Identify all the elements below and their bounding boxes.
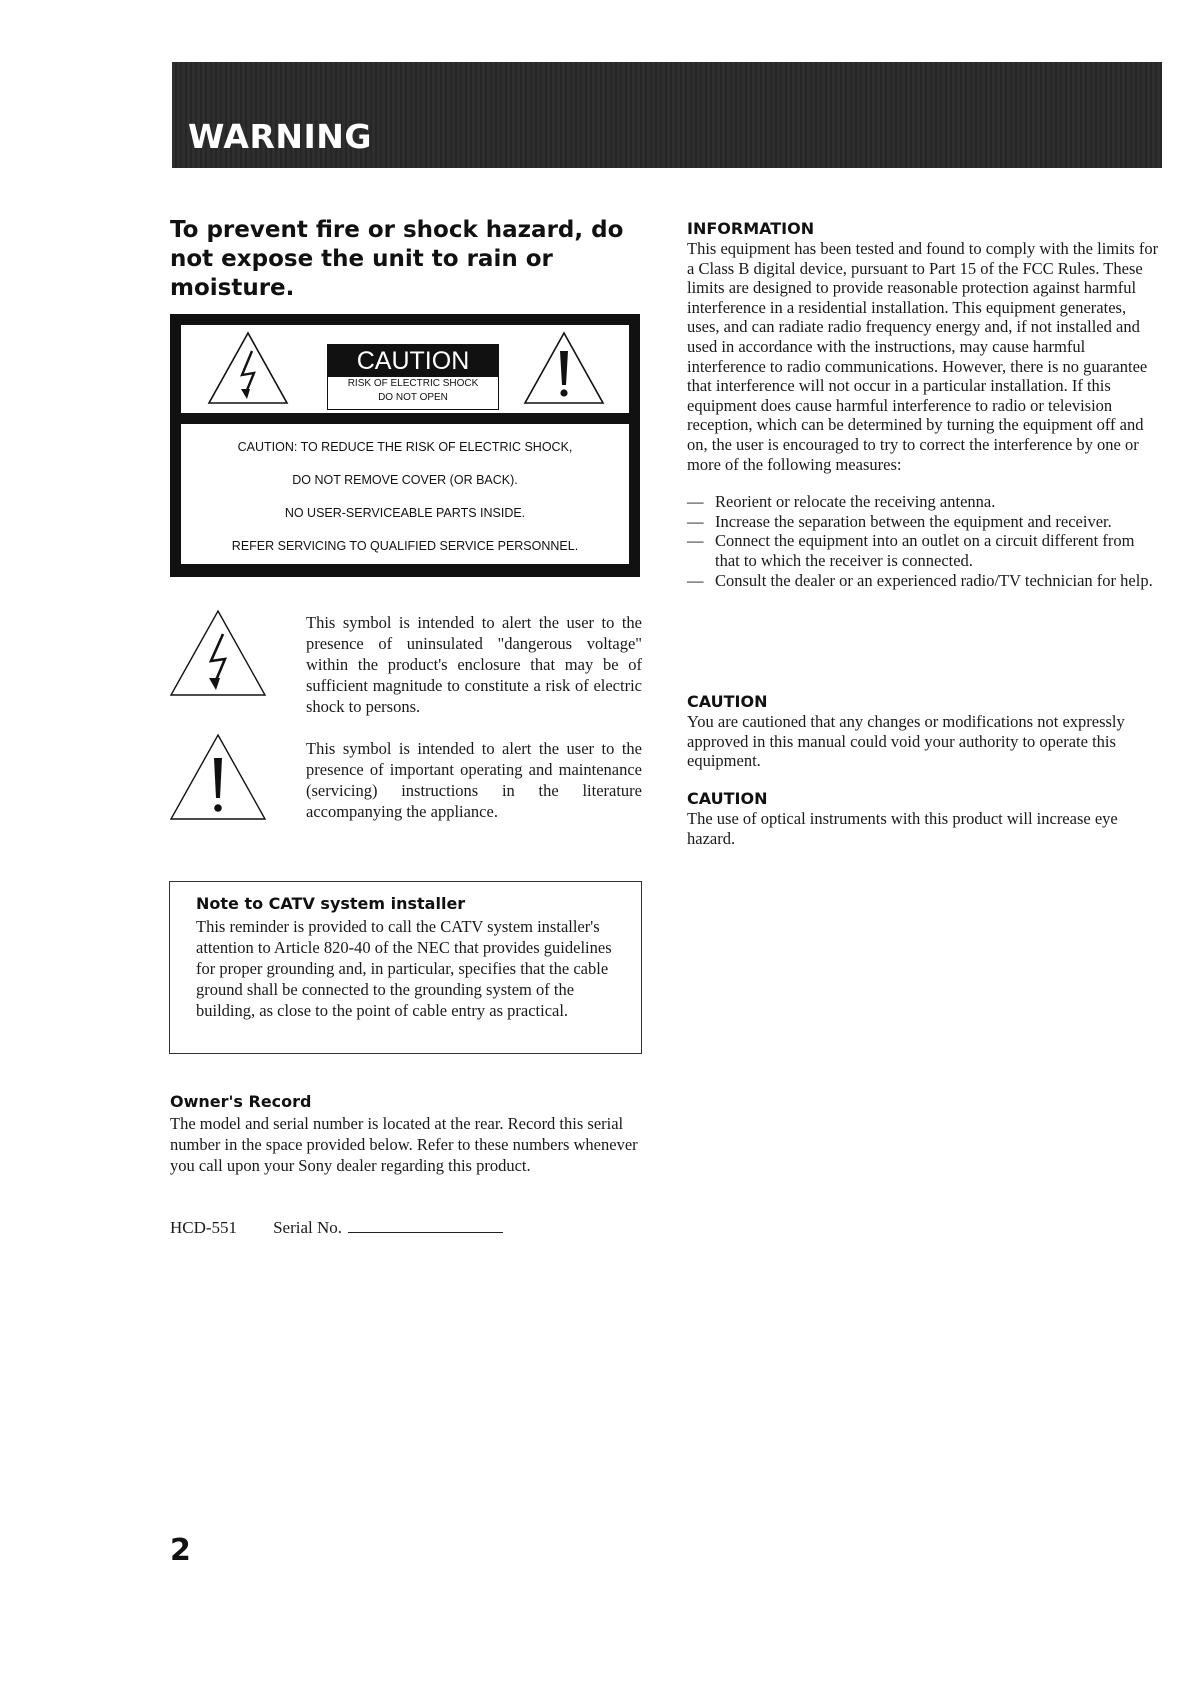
caution-modifications-title: CAUTION xyxy=(687,692,768,711)
information-section xyxy=(687,219,1162,590)
caution-modifications-section xyxy=(687,692,1162,771)
warning-banner xyxy=(172,62,1162,168)
catv-note-body: This reminder is provided to call the CATV system installer's attention to Article 820-40 of the NEC that provides guidelines for proper grounding and, in particular, specifies that the cable ground shall be connected to the grounding system of the building, as close to the point of cable entry as practical. xyxy=(196,917,612,1020)
caution-optical-section xyxy=(687,789,1162,848)
exclamation-symbol-icon xyxy=(168,732,268,822)
lightning-symbol-icon xyxy=(168,608,268,698)
caution-instruction-line: NO USER-SERVICEABLE PARTS INSIDE. xyxy=(284,506,526,520)
caution-label-line2: DO NOT OPEN xyxy=(378,392,448,403)
caution-label-plate xyxy=(327,344,499,410)
list-item: — Consult the dealer or an experienced radio/TV technician for help. xyxy=(687,570,1153,590)
caution-instruction-line: DO NOT REMOVE COVER (OR BACK). xyxy=(292,473,518,487)
catv-note-title: Note to CATV system installer xyxy=(196,894,466,913)
measures-list xyxy=(687,492,1162,590)
exclamation-warning-icon xyxy=(521,329,607,407)
page-number: 2 xyxy=(170,1533,191,1568)
caution-label-title: CAUTION xyxy=(328,345,498,377)
caution-instruction-line: REFER SERVICING TO QUALIFIED SERVICE PERSONNEL. xyxy=(231,539,579,553)
information-title: INFORMATION xyxy=(687,219,815,238)
main-warning-heading: To prevent fire or shock hazard, do not expose the unit to rain or moisture. xyxy=(170,217,624,301)
banner-title: WARNING xyxy=(188,117,372,156)
caution-instructions xyxy=(181,424,629,564)
owners-record-title: Owner's Record xyxy=(170,1092,312,1111)
caution-optical-title: CAUTION xyxy=(687,789,768,808)
caution-modifications-body: You are cautioned that any changes or modifications not expressly approved in this manual could void your authority to operate this equipment. xyxy=(687,712,1125,771)
caution-optical-body: The use of optical instruments with this product will increase eye hazard. xyxy=(687,809,1118,848)
caution-label-line1: RISK OF ELECTRIC SHOCK xyxy=(347,378,479,389)
list-item: — Increase the separation between the equipment and receiver. xyxy=(687,511,1112,531)
list-item: — Connect the equipment into an outlet on a circuit different from that to which the receiver is connected. xyxy=(687,531,1135,570)
model-serial-line xyxy=(170,1218,503,1238)
lightning-warning-icon xyxy=(205,329,291,407)
serial-number-blank xyxy=(348,1218,503,1233)
exclamation-symbol-description: This symbol is intended to alert the user to the presence of important operating and maintenance (servicing) instructions in the literature accompanying the appliance. xyxy=(306,739,642,821)
caution-label-box xyxy=(170,314,640,577)
list-item: — Reorient or relocate the receiving antenna. xyxy=(687,492,996,512)
caution-instruction-line: CAUTION: TO REDUCE THE RISK OF ELECTRIC SHOCK, xyxy=(237,440,573,454)
caution-label-top xyxy=(181,325,629,413)
model-number: HCD-551 xyxy=(170,1218,238,1237)
serial-label: Serial No. xyxy=(273,1218,342,1237)
information-body: This equipment has been tested and found to comply with the limits for a Class B digital device, pursuant to Part 15 of the FCC Rules. These limits are designed to provide reasonable protection against harmful interference in a residential installation. This equipment generates, uses, and can radiate radio frequency energy and, if not installed and used in accordance with the instructions, may cause harmful interference to radio communications. However, there is no guarantee that interference will not occur in a particular installation. If this equipment does cause harmful interference to radio or television reception, which can be determined by turning the equipment off and on, the user is encouraged to try to correct the interference by one or more of the following measures: xyxy=(687,239,1159,474)
lightning-symbol-description: This symbol is intended to alert the user to the presence of uninsulated "dangerous voltage" within the product's enclosure that may be of sufficient magnitude to constitute a risk of electric shock to persons. xyxy=(306,613,642,716)
catv-note-box xyxy=(169,881,642,1054)
owners-record-body: The model and serial number is located at the rear. Record this serial number in the space provided below. Refer to these numbers whenever you call upon your Sony dealer regarding this product. xyxy=(170,1114,638,1175)
